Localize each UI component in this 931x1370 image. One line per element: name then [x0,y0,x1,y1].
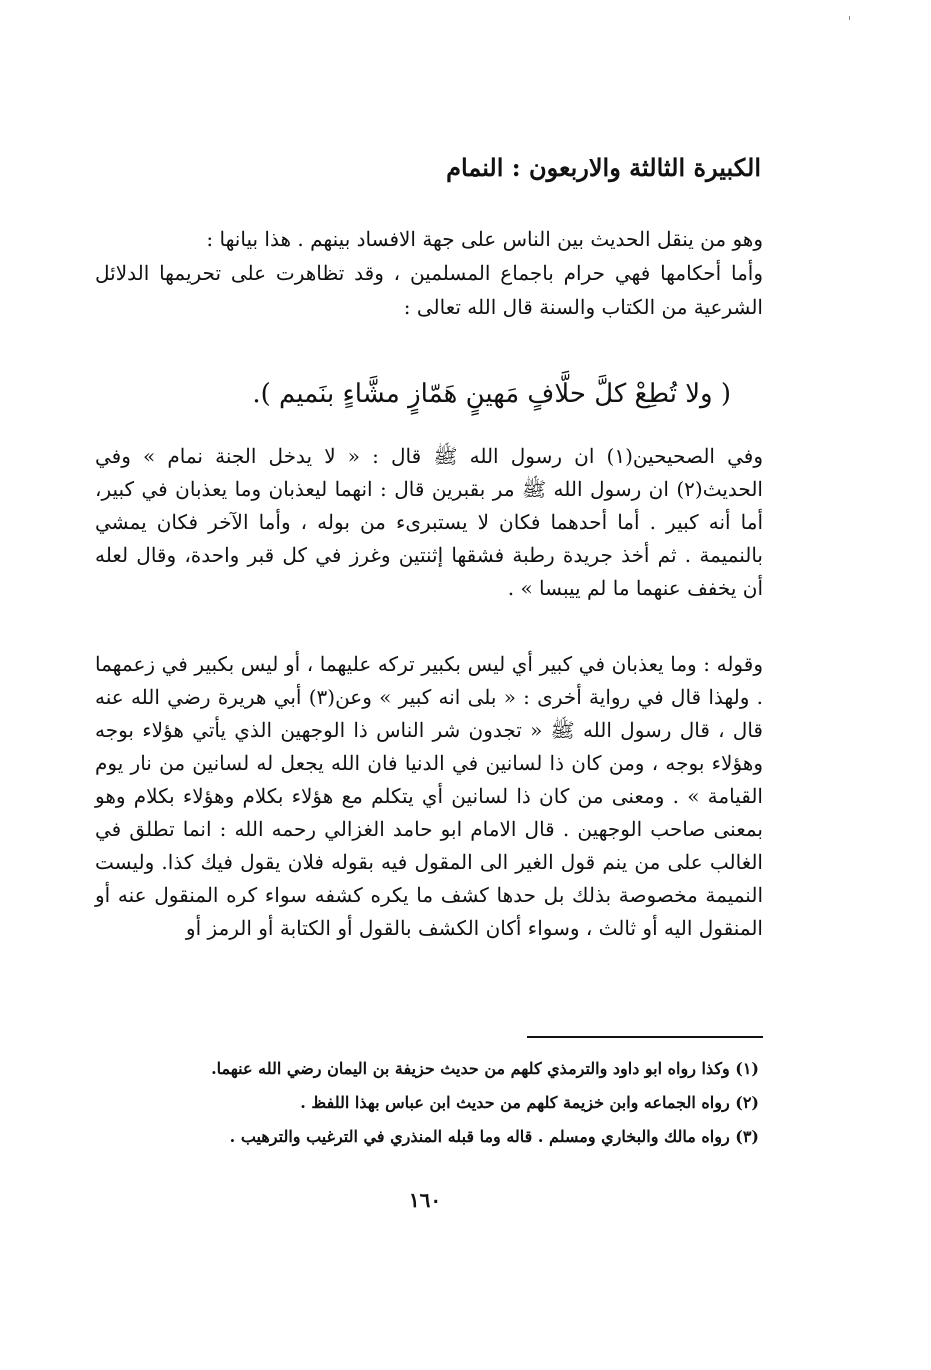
footnotes [119,1052,759,1154]
intro-line-ruling: وأما أحكامها فهي حرام باجماع المسلمين ، وقد تظاهرت على تحريمها الدلائل الشرعية من الكتاب والسنة قال الله تعالى : [95,261,763,319]
running-head: الكبيرة الثالثة والاربعون : النمام [446,153,761,182]
hadith-text: وفي الصحيحين(١) ان رسول الله ﷺ قال : « لا يدخل الجنة نمام » وفي الحديث(٢) ان رسول الله ﷺ مر بقبرين قال : انهما ليعذبان وما يعذبان في كبير، أما أنه كبير . أما أحدهما فكان لا يستبرىء من بوله ، وأما الآخر فكان يمشي بالنميمة . ثم أخذ جريدة رطبة فشقها إثنتين وغرز في كل قبر واحدة، وقال لعله أن يخفف عنهما ما لم ييبسا » . [95,444,763,600]
commentary-text: وقوله : وما يعذبان في كبير أي ليس بكبير تركه عليهما ، أو ليس بكبير في زعمهما . ولهذا قال في رواية أخرى : « بلى انه كبير » وعن(٣) أبي هريرة رضي الله عنه قال ، قال رسول الله ﷺ « تجدون شر الناس ذا الوجهين الذي يأتي هؤلاء بوجه وهؤلاء بوجه ، ومن كان ذا لسانين في الدنيا فان الله يجعل له لسانين من نار يوم القيامة » . ومعنى من كان ذا لسانين أي يتكلم مع هؤلاء بكلام وهؤلاء بكلام وهو بمعنى صاحب الوجهين . قال الامام ابو حامد الغزالي رحمه الله : انما تطلق في الغالب على من ينم قول الغير الى المقول فيه بقوله فلان يقول فيك كذا. وليست النميمة مخصوصة بذلك بل حدها كشف ما يكره كشفه سواء كره المنقول عنه أو المنقول اليه أو ثالث ، وسواء أكان الكشف بالقول أو الكتابة أو الرمز أو [95,652,763,940]
scan-speck [849,16,850,20]
footnote-divider [527,1036,763,1038]
quran-verse: ( ولا تُطِعْ كلَّ حلَّافٍ مَهينٍ هَمّازٍ مشَّاءٍ بنَميم ). [252,379,731,409]
footnote-2: (٢) رواه الجماعه وابن خزيمة كلهم من حديث ابن عباس بهذا اللفظ . [300,1093,759,1112]
intro-line-definition: وهو من ينقل الحديث بين الناس على جهة الافساد بينهم . هذا بيانها : [206,227,763,251]
page-number: ١٦٠ [408,1188,442,1212]
intro-section [95,222,763,324]
footnote-3: (٣) رواه مالك والبخاري ومسلم . قاله وما قبله المنذري في الترغيب والترهيب . [229,1127,759,1146]
commentary-paragraph [95,648,763,945]
hadith-paragraph [95,440,763,605]
footnote-1: (١) وكذا رواه ابو داود والترمذي كلهم من حديث حزيفة بن اليمان رضي الله عنهما. [211,1059,759,1078]
